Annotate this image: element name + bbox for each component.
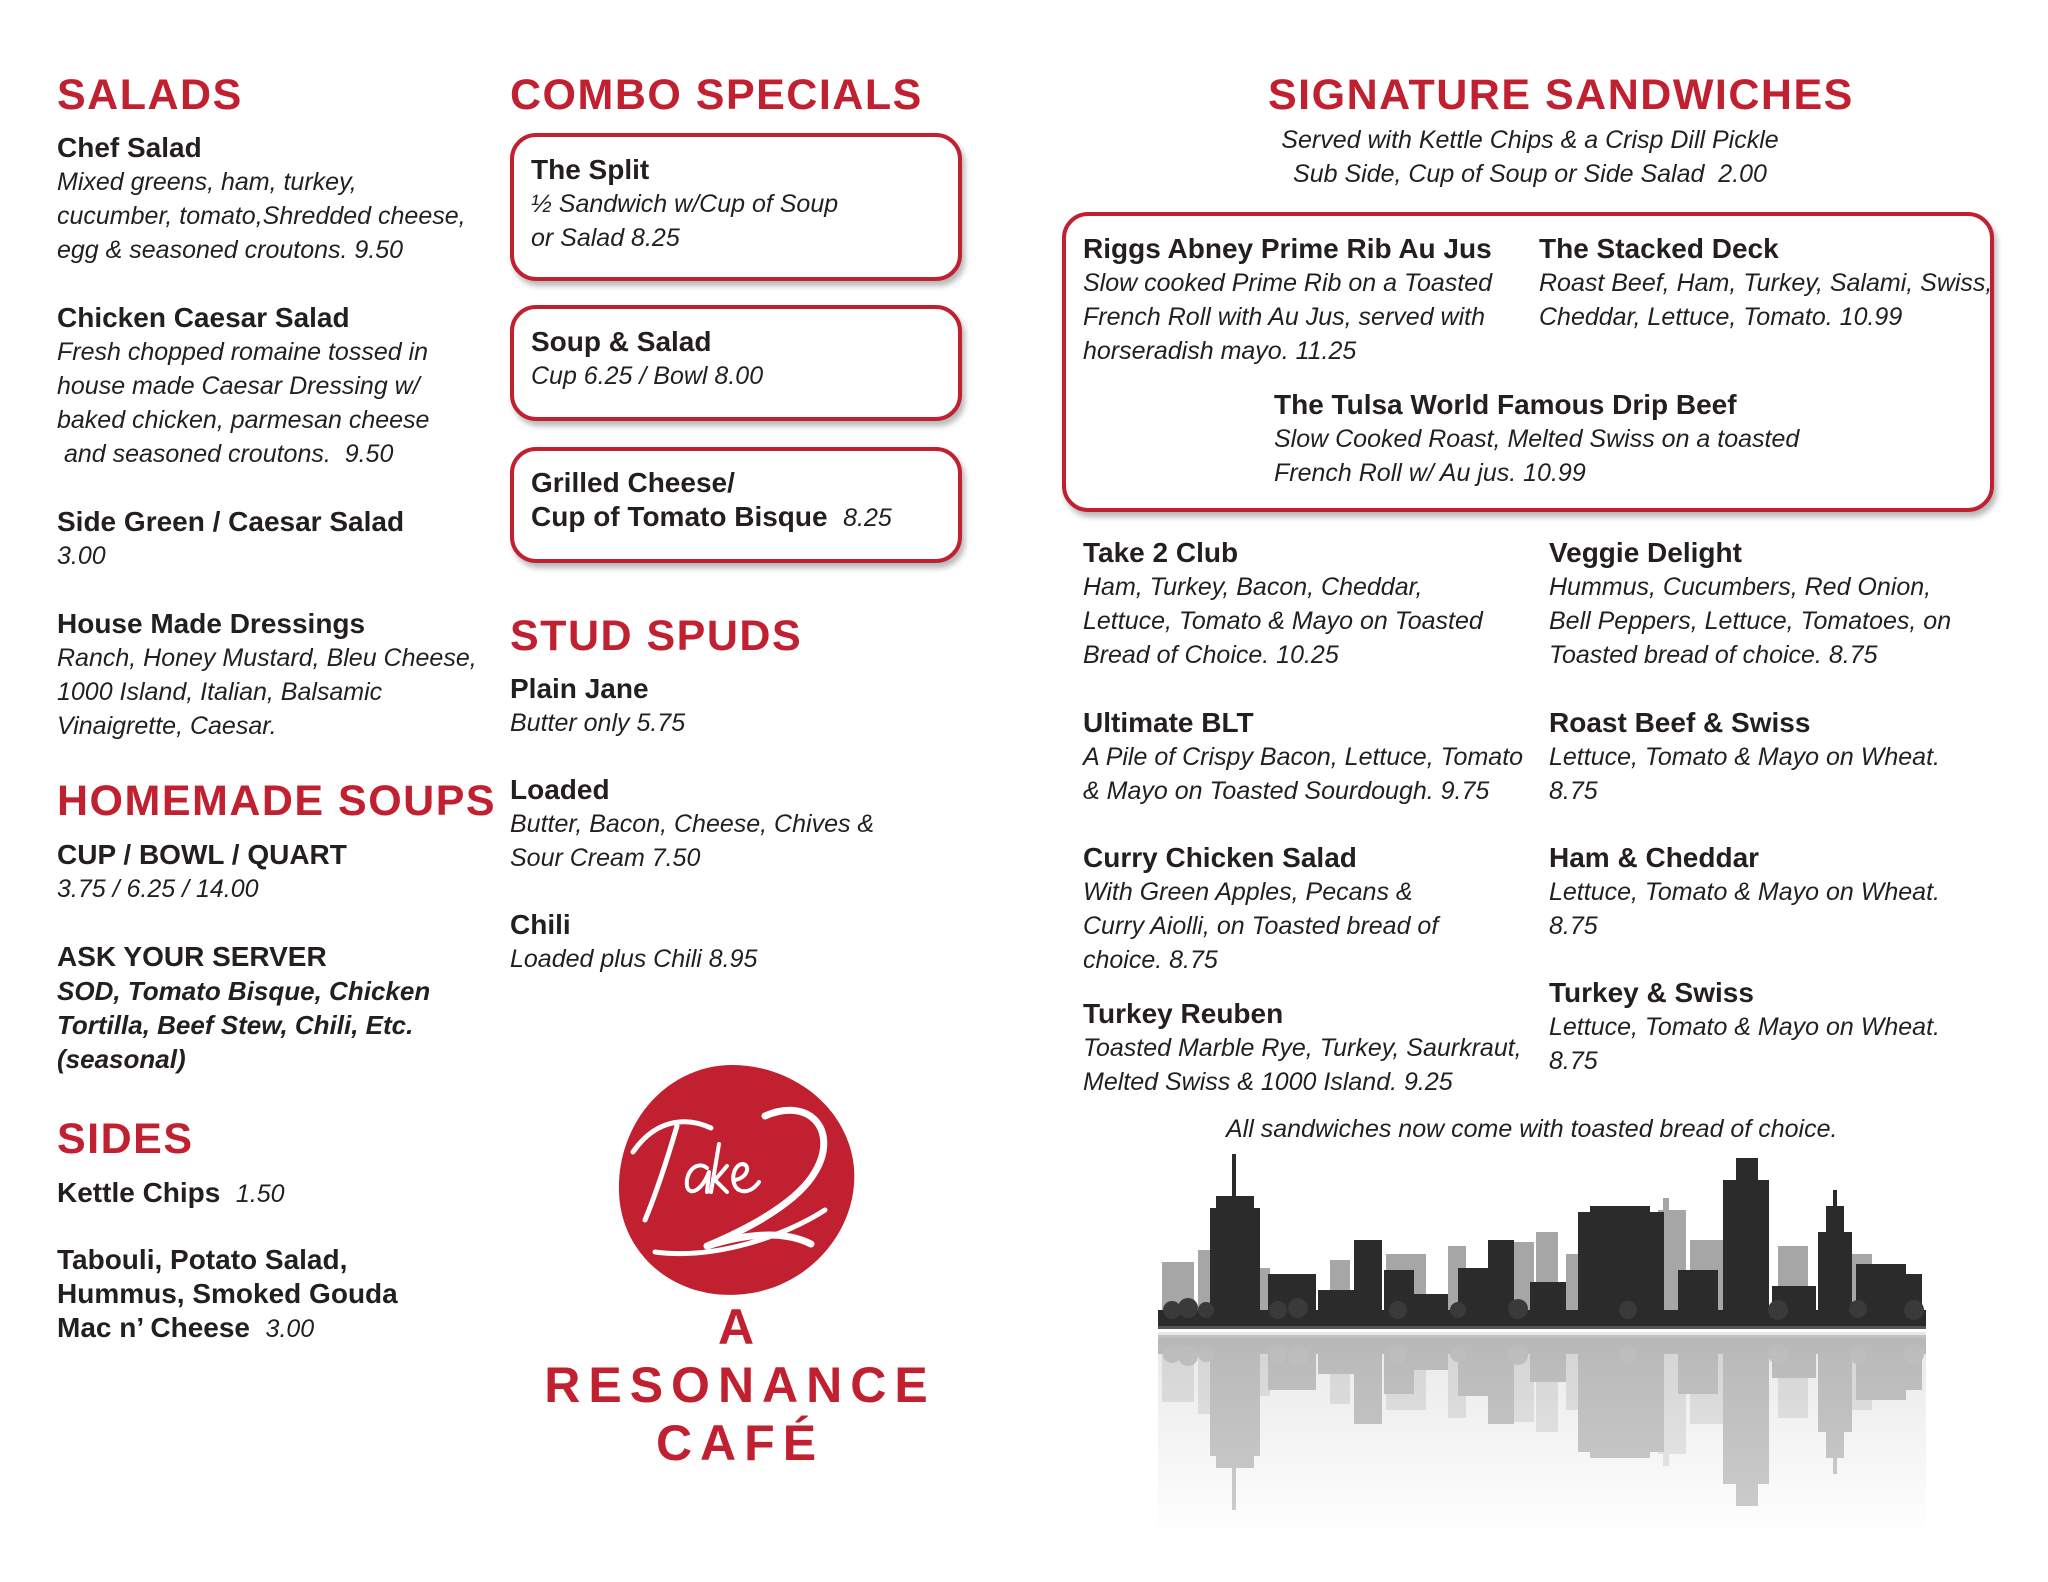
- item-name: CUP / BOWL / QUART: [57, 839, 347, 870]
- item-description: Hummus, Cucumbers, Red Onion, Bell Peppers, Lettuce, Tomatoes, on Toasted bread of choice. 8.75: [1549, 573, 1952, 669]
- item-name: Chili: [510, 909, 571, 940]
- menu-item-ultimate-blt: [1083, 706, 1523, 808]
- item-name: ASK YOUR SERVER: [57, 941, 327, 972]
- menu-item-curry-chicken: [1083, 841, 1438, 977]
- menu-item-soup-salad: [531, 325, 763, 393]
- item-name: Veggie Delight: [1549, 537, 1742, 568]
- menu-item-turkey-swiss: [1549, 976, 1940, 1078]
- item-name: Turkey Reuben: [1083, 998, 1284, 1029]
- item-description: 3.75 / 6.25 / 14.00: [57, 875, 259, 903]
- item-description: Lettuce, Tomato & Mayo on Wheat. 8.75: [1549, 878, 1940, 940]
- menu-item-take-2-club: [1083, 536, 1483, 672]
- spuds-heading: STUD SPUDS: [510, 612, 803, 660]
- sides-heading: SIDES: [57, 1115, 194, 1163]
- item-description: Roast Beef, Ham, Turkey, Salami, Swiss, Cheddar, Lettuce, Tomato. 10.99: [1539, 269, 1993, 331]
- item-description: Mixed greens, ham, turkey, cucumber, tomato,Shredded cheese, egg & seasoned croutons. 9.50: [57, 168, 466, 264]
- menu-item-loaded: [510, 773, 874, 875]
- item-description: Lettuce, Tomato & Mayo on Wheat. 8.75: [1549, 743, 1940, 805]
- menu-item-ham-cheddar: [1549, 841, 1940, 943]
- item-name: Soup & Salad: [531, 326, 712, 357]
- sandwiches-footnote: All sandwiches now come with toasted bread of choice.: [1226, 1115, 1838, 1143]
- menu-item-ask-server: [57, 940, 430, 1076]
- menu-item-the-split: [531, 153, 838, 255]
- item-name: Ham & Cheddar: [1549, 842, 1760, 873]
- sandwiches-heading: SIGNATURE SANDWICHES: [1268, 71, 1854, 119]
- item-name: Plain Jane: [510, 673, 649, 704]
- item-description: SOD, Tomato Bisque, Chicken Tortilla, Beef Stew, Chili, Etc. (seasonal): [57, 976, 431, 1074]
- item-name: Tabouli, Potato Salad, Hummus, Smoked Gouda Mac n’ Cheese 3.00: [57, 1244, 398, 1343]
- logo-line-a: A: [717, 1299, 763, 1355]
- item-description: ½ Sandwich w/Cup of Soup or Salad 8.25: [531, 190, 839, 252]
- menu-item-stacked-deck: [1539, 232, 1992, 334]
- menu-item-sides-combo: [57, 1243, 398, 1346]
- item-price: 1.50: [235, 1180, 285, 1208]
- logo-line-resonance: RESONANCE: [544, 1357, 936, 1413]
- item-name: Curry Chicken Salad: [1083, 842, 1357, 873]
- item-name: Take 2 Club: [1083, 537, 1239, 568]
- menu-item-chef-salad: [57, 131, 466, 267]
- soups-heading: HOMEMADE SOUPS: [57, 777, 497, 825]
- item-price: 3.00: [265, 1315, 315, 1343]
- item-name: Loaded: [510, 774, 610, 805]
- menu-item-dressings: [57, 607, 477, 743]
- menu-item-kettle-chips: [57, 1176, 285, 1211]
- salads-heading: SALADS: [57, 71, 243, 119]
- item-name: Side Green / Caesar Salad: [57, 506, 405, 537]
- menu-item-grilled-cheese: [531, 466, 892, 535]
- item-name: Chicken Caesar Salad: [57, 302, 350, 333]
- menu-item-roast-beef-swiss: [1549, 706, 1940, 808]
- item-description: Ranch, Honey Mustard, Bleu Cheese, 1000 Island, Italian, Balsamic Vinaigrette, Caesar.: [57, 644, 477, 740]
- menu-item-veggie-delight: [1549, 536, 1951, 672]
- item-price: 8.25: [843, 504, 892, 532]
- combo-heading: COMBO SPECIALS: [510, 71, 923, 119]
- take2-logo-icon: [615, 1060, 860, 1300]
- logo-line-cafe: CAFÉ: [655, 1415, 825, 1471]
- item-description: A Pile of Crispy Bacon, Lettuce, Tomato & Mayo on Toasted Sourdough. 9.75: [1083, 743, 1524, 805]
- item-name: The Stacked Deck: [1539, 233, 1779, 264]
- item-description: Slow cooked Prime Rib on a Toasted French Roll with Au Jus, served with horseradish mayo. 11.25: [1083, 269, 1493, 365]
- item-description: With Green Apples, Pecans & Curry Aiolli, on Toasted bread of choice. 8.75: [1083, 878, 1439, 974]
- item-name: Ultimate BLT: [1083, 707, 1254, 738]
- city-skyline-icon: [1158, 1150, 1926, 1538]
- item-name: The Tulsa World Famous Drip Beef: [1274, 389, 1737, 420]
- item-description: Ham, Turkey, Bacon, Cheddar, Lettuce, Tomato & Mayo on Toasted Bread of Choice. 10.25: [1083, 573, 1483, 669]
- item-description: Slow Cooked Roast, Melted Swiss on a toasted French Roll w/ Au jus. 10.99: [1274, 425, 1800, 487]
- menu-item-turkey-reuben: [1083, 997, 1522, 1099]
- menu-item-prime-rib: [1083, 232, 1492, 368]
- item-description: Fresh chopped romaine tossed in house made Caesar Dressing w/ baked chicken, parmesan cheese and seasoned croutons. 9.50: [57, 338, 430, 468]
- item-name: House Made Dressings: [57, 608, 366, 639]
- item-name: Chef Salad: [57, 132, 202, 163]
- menu-item-chili: [510, 908, 757, 976]
- item-description: Butter only 5.75: [510, 709, 686, 737]
- item-description: Butter, Bacon, Cheese, Chives & Sour Cream 7.50: [510, 810, 875, 872]
- menu-item-soup-sizes: [57, 838, 347, 906]
- menu-item-chicken-caesar-salad: [57, 301, 429, 471]
- menu-item-plain-jane: [510, 672, 685, 740]
- item-description: Loaded plus Chili 8.95: [510, 945, 758, 973]
- item-name: Kettle Chips 1.50: [57, 1177, 285, 1208]
- item-description: Toasted Marble Rye, Turkey, Saurkraut, Melted Swiss & 1000 Island. 9.25: [1083, 1034, 1522, 1096]
- item-description: Cup 6.25 / Bowl 8.00: [531, 362, 764, 390]
- sandwiches-subtitle: Served with Kettle Chips & a Crisp Dill Pickle Sub Side, Cup of Soup or Side Salad 2.00: [1281, 126, 1779, 188]
- item-name: Turkey & Swiss: [1549, 977, 1754, 1008]
- item-name: The Split: [531, 154, 650, 185]
- menu-item-side-salad: [57, 505, 404, 573]
- item-description: 3.00: [57, 542, 106, 570]
- item-name: Grilled Cheese/ Cup of Tomato Bisque 8.25: [531, 467, 892, 532]
- item-name: Roast Beef & Swiss: [1549, 707, 1811, 738]
- item-description: Lettuce, Tomato & Mayo on Wheat. 8.75: [1549, 1013, 1940, 1075]
- item-name: Riggs Abney Prime Rib Au Jus: [1083, 233, 1492, 264]
- menu-item-drip-beef: [1274, 388, 1799, 490]
